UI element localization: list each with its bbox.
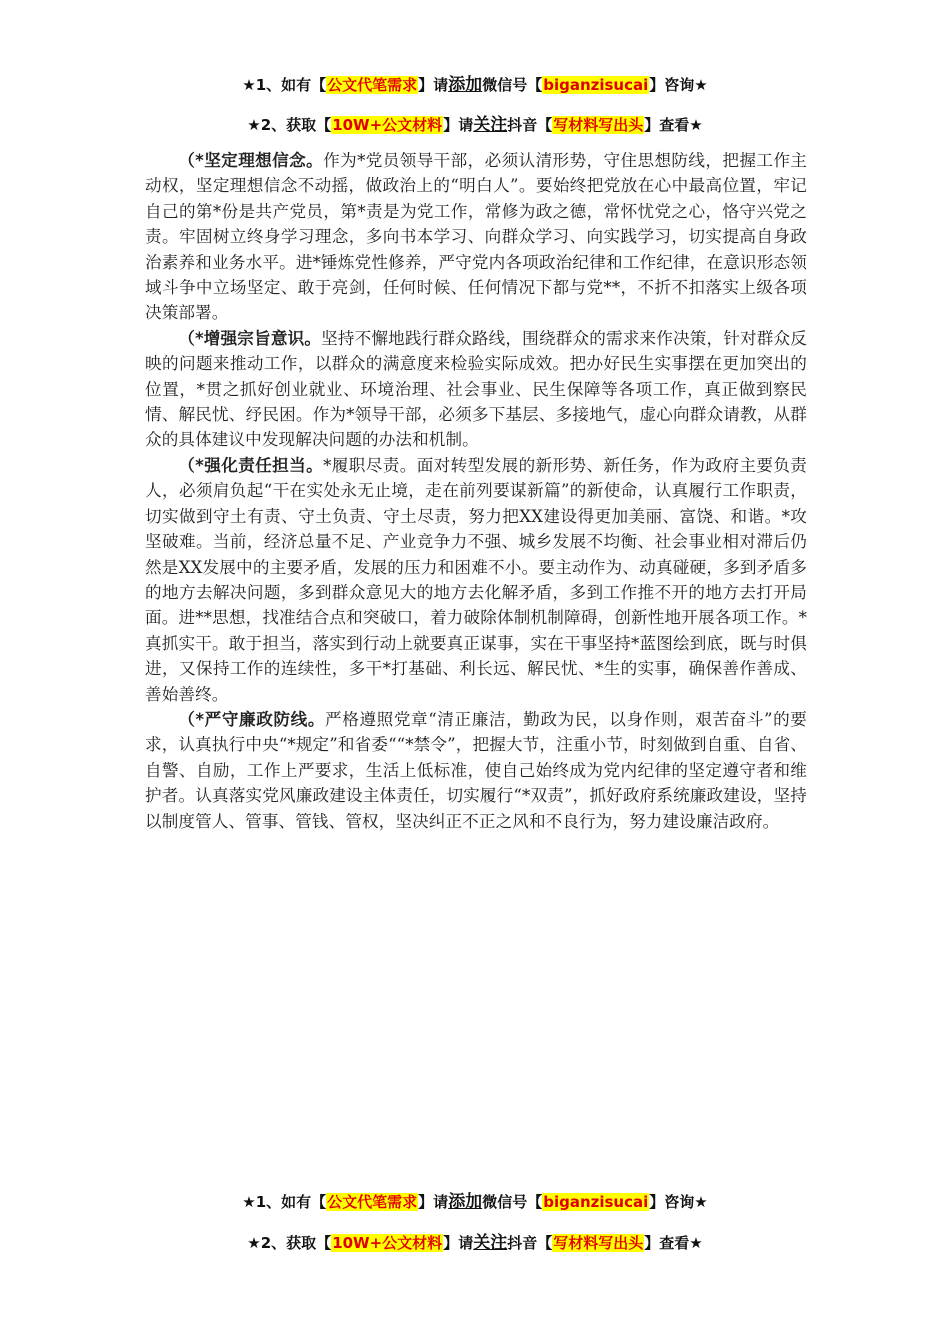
bottom-banner-line-2 [0,1228,950,1253]
banner-text: 抖音【 [507,116,553,134]
top-banner-line-1 [0,70,950,95]
paragraph-text: 坚持不懈地践行群众路线，围绕群众的需求来作决策，针对群众反映的问题来推动工作，以群众的满意度来检验实际成效。把办好民生实事摆在更加突出的位置，*贯之抓好创业就业、环境治理、社会事业、民生保障等各项工作，真正做到察民情、解民忧、纾民困。作为*领导干部，必须多下基层、多接地气，虚心向群众请教，从群众的具体建议中发现解决问题的办法和机制。 [145,328,807,450]
paragraph-text: *履职尽责。面对转型发展的新形势、新任务，作为政府主要负责人，必须肩负起“干在实处永无止境，走在前列要谋新篇”的新使命，认真履行工作职责，切实做到守土有责、守土负责、守土尽责，努力把XX建设得更加美丽、富饶、和谐。*攻坚破难。当前，经济总量不足、产业竞争力不强、城乡发展不均衡、社会事业相对滞后仍然是XX发展中的主要矛盾，发展的压力和困难不小。要主动作为、动真碰硬，多到矛盾多的地方去解决问题，多到群众意见大的地方去化解矛盾，多到工作推不开的地方去打开局面。进**思想，找准结合点和突破口，着力破除体制机制障碍，创新性地开展各项工作。*真抓实干。敢于担当，落实到行动上就要真正谋事，实在干事坚持*蓝图绘到底，既与时俱进，又保持工作的连续性，多干*打基础、利长远、解民忧、*生的实事，确保善作善成、善始善终。 [145,455,807,704]
banner-text: 微信号【 [482,76,543,94]
banner-highlight: 10W+公文材料 [332,1234,443,1252]
banner-text: ★1、如有【 [242,1193,327,1211]
bottom-banner-line-1 [0,1187,950,1212]
banner-text: 】请 [418,76,449,94]
banner-highlight: 10W+公文材料 [332,116,443,134]
paragraph-text: 作为*党员领导干部，必须认清形势，守住思想防线，把握工作主动权，坚定理想信念不动摇，做政治上的“明白人”。要始终把党放在心中最高位置，牢记自己的第*份是共产党员，第*责是为党工作，常修为政之德，常怀忧党之心，恪守兴党之责。牢固树立终身学习理念，多向书本学习、向群众学习、向实践学习，切实提高自身政治素养和业务水平。进*锤炼党性修养，严守党内各项政治纪律和工作纪律，在意识形态领域斗争中立场坚定、敢于亮剑，任何时候、任何情况下都与党**，不折不扣落实上级各项决策部署。 [145,151,807,323]
banner-text: ★2、获取【 [247,116,332,134]
banner-text: 】请 [443,116,474,134]
paragraph-text: 严格遵照党章“清正廉洁，勤政为民，以身作则，艰苦奋斗”的要求，认真执行中央“*规定”和省委““*禁令”，把握大节，注重小节，时刻做到自重、自省、自警、自励，工作上严要求，生活上低标准，使自己始终成为党内纪律的坚定遵守者和维护者。认真落实党风廉政建设主体责任，切实履行“*双责”，抓好政府系统廉政建设，坚持以制度管人、管事、管钱、管权，坚决纠正不正之风和不良行为，努力建设廉洁政府。 [145,709,808,831]
banner-text: 微信号【 [482,1193,543,1211]
document-body [145,148,807,834]
banner-text: 】请 [418,1193,449,1211]
banner-underlined: 关注 [473,1233,508,1253]
banner-text: 抖音【 [507,1234,553,1252]
banner-text: 】查看★ [644,1234,703,1252]
banner-text: 】请 [443,1234,474,1252]
paragraph-4 [145,707,807,834]
paragraph-heading: （*坚定理想信念。 [178,151,324,170]
banner-highlight: 公文代笔需求 [327,76,418,94]
wechat-id-highlight: biganzisucai [543,76,649,94]
banner-text: 】咨询★ [649,1193,708,1211]
banner-underlined: 添加 [448,75,483,95]
douyin-id-highlight: 写材料写出头 [553,116,644,134]
banner-highlight: 公文代笔需求 [327,1193,418,1211]
banner-text: 】咨询★ [649,76,708,94]
banner-underlined: 关注 [473,115,508,135]
paragraph-heading: （*强化责任担当。 [178,455,324,475]
banner-text: ★1、如有【 [242,76,327,94]
paragraph-1 [145,148,807,326]
banner-text: 】查看★ [644,116,703,134]
wechat-id-highlight: biganzisucai [543,1193,649,1211]
paragraph-3 [145,453,807,707]
banner-text: ★2、获取【 [247,1234,332,1252]
douyin-id-highlight: 写材料写出头 [553,1234,644,1252]
banner-underlined: 添加 [448,1192,483,1212]
paragraph-heading: （*增强宗旨意识。 [178,328,322,348]
top-banner-line-2 [0,110,950,135]
paragraph-heading: （*严守廉政防线。 [178,709,326,729]
paragraph-2 [145,326,807,453]
